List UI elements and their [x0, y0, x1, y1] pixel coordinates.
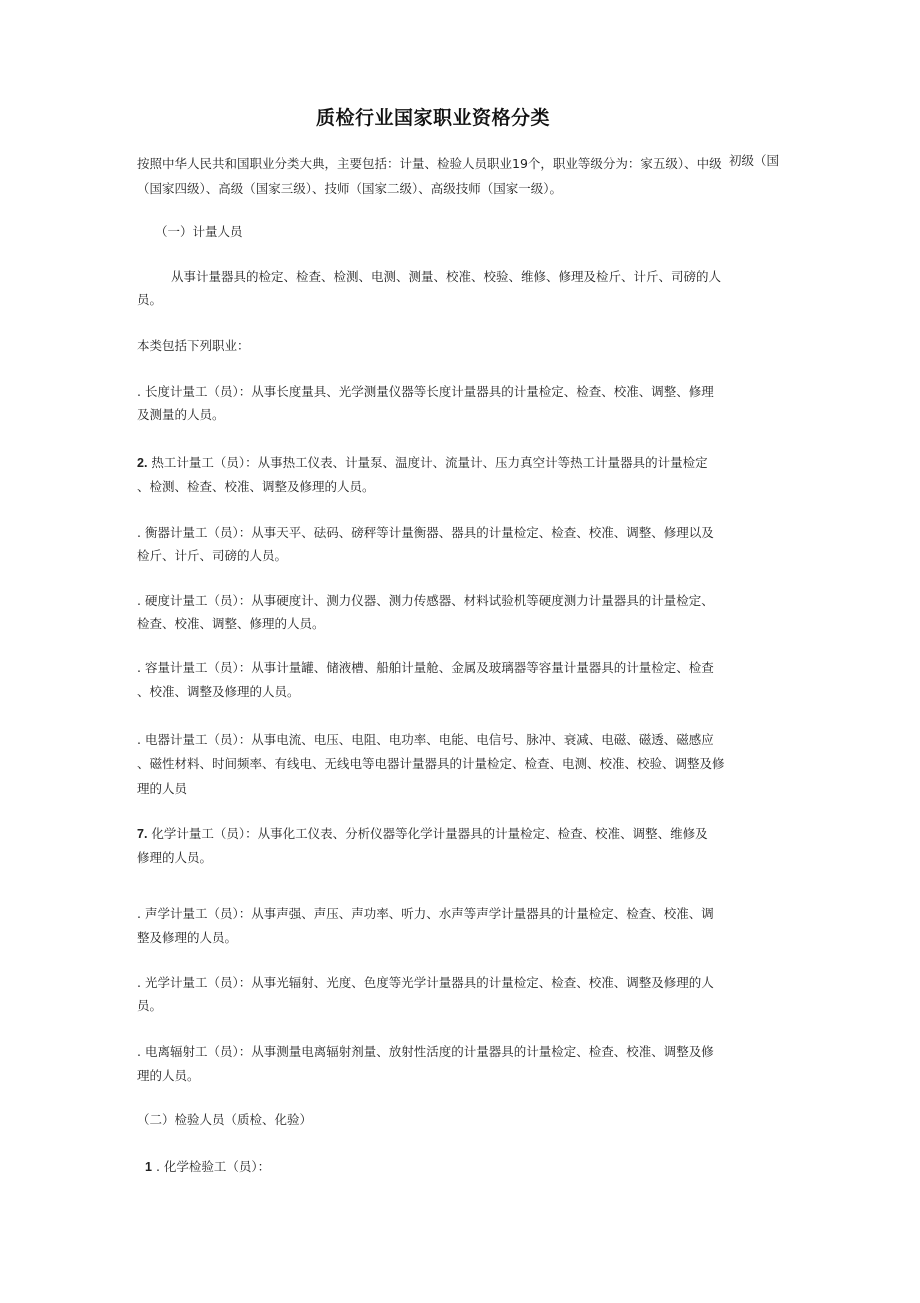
section-1-desc-line-1: 从事计量器具的检定、检查、检测、电测、测量、校准、校验、维修、修理及检斤、计斤、司磅的人 [171, 269, 722, 284]
list-item-line-2: 员。 [137, 998, 163, 1013]
list-item-line-1: . 容量计量工（员）：从事计量罐、储液槽、船舶计量舱、金属及玻璃器等容量计量器具的计量检定、检查 [137, 660, 714, 675]
section-2-heading: （二）检验人员（质检、化验） [137, 1112, 313, 1127]
section-1-desc-line-2: 员。 [137, 292, 163, 307]
intro-side-note: 初级（国 [729, 153, 780, 168]
document-title: 质检行业国家职业资格分类 [315, 107, 550, 129]
list-item-line-2: 及测量的人员。 [137, 407, 225, 422]
list-item-line-1: . 硬度计量工（员）：从事硬度计、测力仪器、测力传感器、材料试验机等硬度测力计量器具的计量检定、 [137, 593, 714, 608]
item-number: 7. [137, 827, 148, 841]
list-item-line-1: . 电离辐射工（员）：从事测量电离辐射剂量、放射性活度的计量器具的计量检定、检查、校准、调整及修 [137, 1044, 714, 1059]
item-text: 热工计量工（员）：从事热工仪表、计量泵、温度计、流量计、压力真空计等热工计量器具的计量检定 [151, 455, 708, 470]
list-item-line-1: . 衡器计量工（员）：从事天平、砝码、磅秤等计量衡器、器具的计量检定、检查、校准、调整、修理以及 [137, 525, 714, 540]
list-item-line-1 [137, 827, 708, 841]
list-item-line-2: 理的人员。 [137, 1068, 200, 1083]
item-number: 2. [137, 456, 148, 470]
list-item-line-2: 、校准、调整及修理的人员。 [137, 684, 300, 699]
item-text: . 化学检验工（员）： [155, 1159, 271, 1174]
section-2-item-1 [145, 1160, 270, 1174]
list-item-line-2: 、检测、检查、校准、调整及修理的人员。 [137, 479, 375, 494]
list-item-line-3: 理的人员 [137, 781, 188, 796]
section-1-heading: （一）计量人员 [155, 224, 243, 239]
list-item-line-1: . 声学计量工（员）：从事声强、声压、声功率、听力、水声等声学计量器具的计量检定、检查、校准、调 [137, 906, 714, 921]
list-item-line-1: . 长度计量工（员）：从事长度量具、光学测量仪器等长度计量器具的计量检定、检查、校准、调整、修理 [137, 384, 714, 399]
item-number: 1 [145, 1160, 152, 1174]
list-item-line-2: 、磁性材料、时间频率、有线电、无线电等电器计量器具的计量检定、检查、电测、校准、校验、调整及修 [137, 756, 725, 771]
item-text: 化学计量工（员）：从事化工仪表、分析仪器等化学计量器具的计量检定、检查、校准、调整、维修及 [151, 826, 708, 841]
intro-line-1: 按照中华人民共和国职业分类大典，主要包括：计量、检验人员职业19个，职业等级分为：家五级）、中级 [137, 156, 722, 171]
list-item-line-2: 检查、校准、调整、修理的人员。 [137, 616, 325, 631]
list-item-line-2: 检斤、计斤、司磅的人员。 [137, 548, 288, 563]
list-item-line-2: 整及修理的人员。 [137, 930, 238, 945]
list-item-line-1: . 光学计量工（员）：从事光辐射、光度、色度等光学计量器具的计量检定、检查、校准、调整及修理的人 [137, 975, 714, 990]
intro-line-2: （国家四级）、高级（国家三级）、技师（国家二级）、高级技师（国家一级）。 [137, 181, 563, 196]
list-item-line-1 [137, 456, 708, 470]
list-item-line-1: . 电器计量工（员）：从事电流、电压、电阻、电功率、电能、电信号、脉冲、衰减、电磁、磁透、磁感应 [137, 732, 714, 747]
list-item-line-2: 修理的人员。 [137, 850, 213, 865]
includes-label: 本类包括下列职业： [137, 338, 250, 353]
